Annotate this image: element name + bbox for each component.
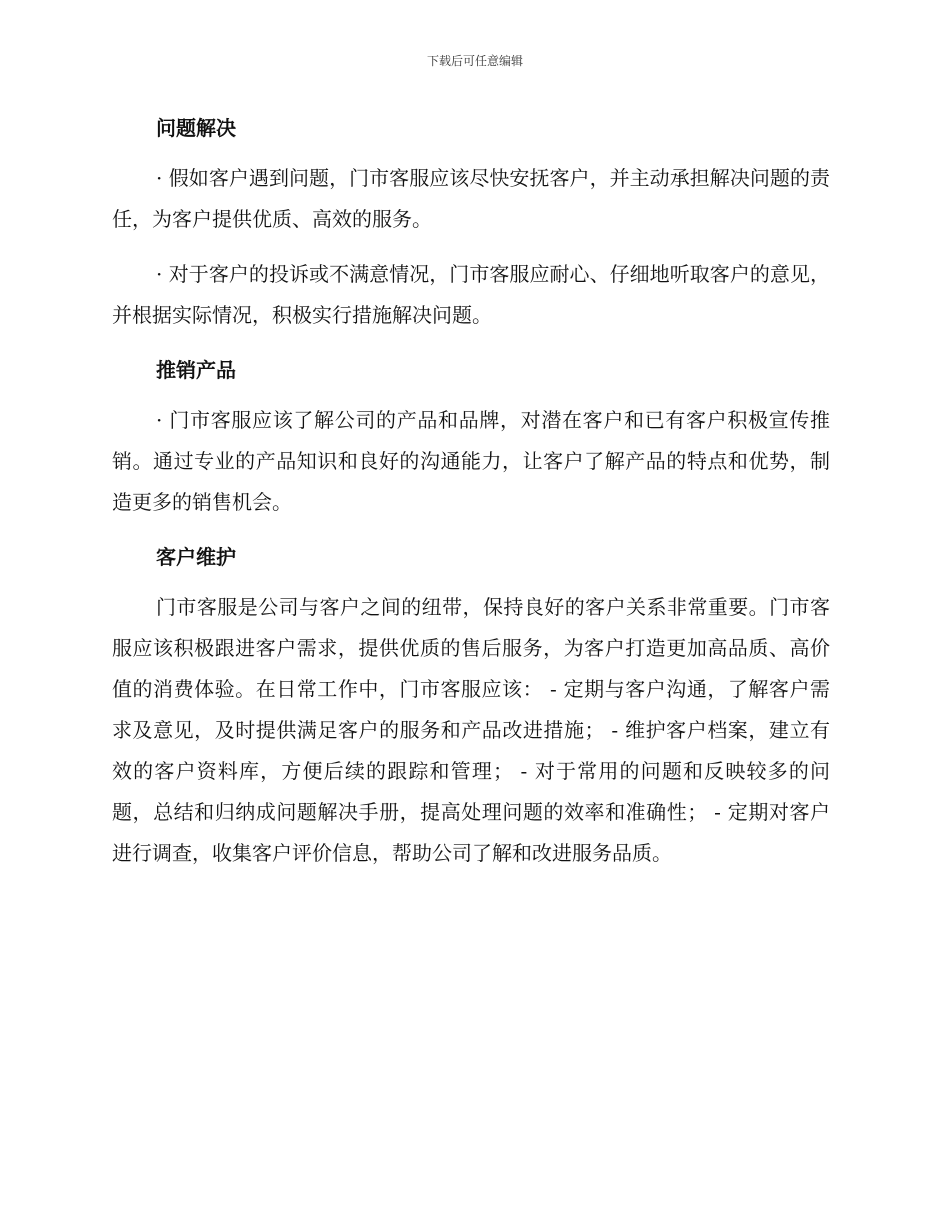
paragraph: · 假如客户遇到问题，门市客服应该尽快安抚客户，并主动承担解决问题的责任，为客户提供优质、高效的服务。 — [112, 166, 830, 231]
paragraph: 门市客服是公司与客户之间的纽带，保持良好的客户关系非常重要。门市客服应该积极跟进客户需求，提供优质的售后服务，为客户打造更加高品质、高价值的消费体验。在日常工作中，门市客服应该： - 定期与客户沟通，了解客户需求及意见，及时提供满足客户的服务和产品改进措施； - 维护客户档案，建立有效的客户资料库，方便后续的跟踪和管理； - 对于常用的问题和反映较多的问题，总结和归纳成问题解决手册，提高处理问题的效率和准确性； - 定期对客户进行调查，收集客户评价信息，帮助公司了解和改进服务品质。 — [112, 595, 830, 865]
section-heading: 客户维护 — [156, 545, 236, 569]
section-product-promotion — [112, 350, 830, 523]
section-heading: 问题解决 — [156, 116, 236, 140]
page-header-note: 下载后可任意编辑 — [426, 54, 523, 68]
paragraph: · 门市客服应该了解公司的产品和品牌，对潜在客户和已有客户积极宣传推销。通过专业的产品知识和良好的沟通能力，让客户了解产品的特点和优势，制造更多的销售机会。 — [112, 408, 830, 514]
section-heading: 推销产品 — [156, 358, 236, 382]
section-customer-maintenance — [112, 537, 830, 874]
section-problem-solving — [112, 108, 830, 336]
document-body — [112, 108, 830, 888]
paragraph: · 对于客户的投诉或不满意情况，门市客服应耐心、仔细地听取客户的意见，并根据实际情况，积极实行措施解决问题。 — [112, 262, 830, 327]
